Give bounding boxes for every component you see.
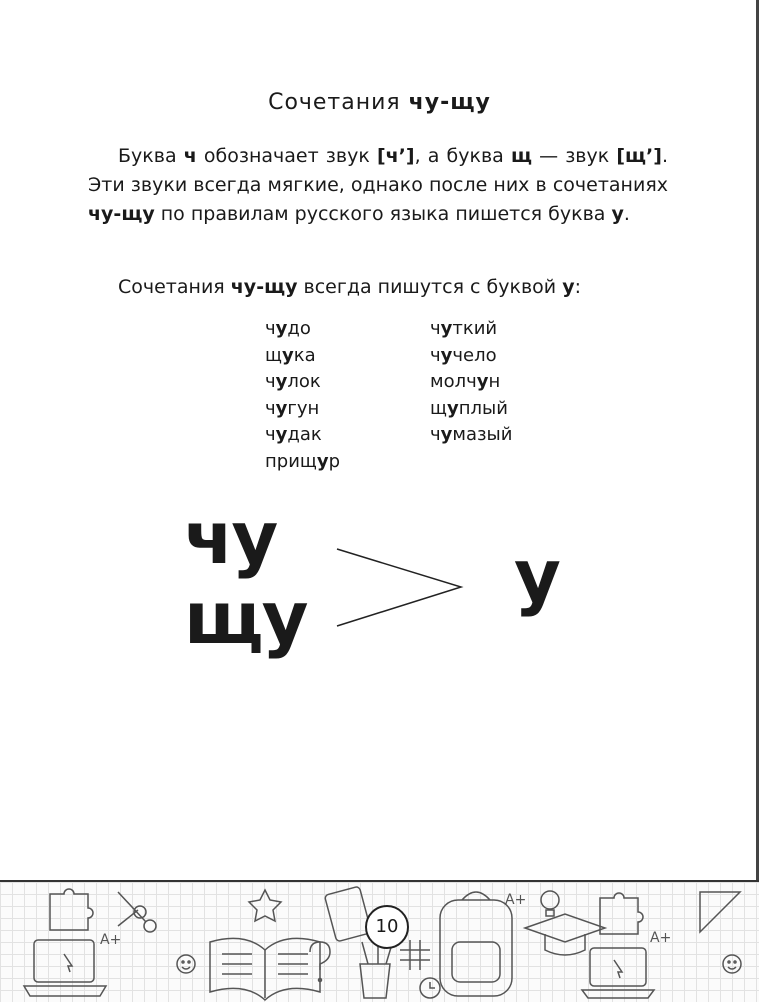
word-part: ч	[430, 344, 441, 366]
puzzle-icon	[50, 889, 93, 930]
smiley-icon	[723, 955, 741, 973]
word-part: чело	[452, 344, 497, 366]
emphasized-text: [щ’]	[616, 145, 662, 167]
svg-text:A+: A+	[650, 930, 672, 946]
word-part: р	[328, 450, 341, 472]
word-part: дак	[287, 424, 322, 445]
svg-text:A+: A+	[100, 932, 122, 948]
word-list-right	[430, 316, 512, 449]
text-run: . Эти звуки всегда мягкие, однако после них в сочетаниях	[88, 145, 668, 196]
word-part: гун	[287, 397, 320, 419]
word-part: ч	[265, 397, 276, 419]
word-part: плый	[458, 397, 508, 419]
highlighted-letter: у	[275, 424, 288, 445]
text-run: — звук	[531, 145, 617, 167]
word-list-left	[265, 316, 340, 475]
word-part: ч	[265, 424, 276, 445]
highlighted-letter: у	[281, 344, 294, 366]
example-word	[265, 316, 340, 343]
svg-text:A+: A+	[505, 892, 527, 908]
star-icon	[249, 890, 281, 921]
page-title	[0, 90, 759, 115]
word-part: щ	[430, 397, 447, 419]
calculator-icon	[324, 886, 371, 942]
alarm-clock-icon	[420, 978, 440, 998]
highlighted-letter: у	[476, 371, 489, 392]
emphasized-text: щ	[510, 145, 532, 167]
highlighted-letter: у	[440, 424, 453, 445]
highlighted-letter: у	[275, 371, 288, 392]
highlighted-letter: у	[440, 344, 453, 366]
diagram-chu: чу	[184, 496, 277, 580]
word-part: щ	[265, 344, 282, 366]
highlighted-letter: у	[440, 318, 453, 339]
example-word	[265, 396, 340, 423]
example-word	[430, 396, 512, 423]
text-run: Буква	[118, 145, 184, 167]
highlighted-letter: у	[275, 318, 288, 339]
emphasized-text: ч	[183, 145, 197, 167]
examples-intro-paragraph	[88, 273, 668, 302]
open-book-icon	[210, 938, 320, 1000]
highlighted-letter: у	[275, 397, 288, 419]
text-run: Сочетания	[118, 276, 231, 298]
text-run: :	[574, 276, 581, 298]
example-word	[265, 343, 340, 370]
word-part: прищ	[265, 450, 317, 472]
tic-tac-toe-icon	[400, 940, 430, 970]
word-part: молч	[430, 371, 477, 392]
example-word	[430, 369, 512, 396]
text-run: по правилам русского языка пишется буква	[154, 203, 612, 225]
emphasized-text: чу-щу	[230, 276, 298, 298]
emphasized-text: у	[562, 276, 575, 298]
page-number: 10	[365, 905, 409, 949]
text-run: .	[623, 203, 630, 225]
highlighted-letter: у	[446, 397, 459, 419]
example-word	[430, 343, 512, 370]
backpack-icon	[440, 892, 512, 996]
laptop-icon	[24, 940, 106, 996]
word-part: мазый	[452, 424, 513, 445]
rule-paragraph	[88, 142, 668, 229]
text-run: , а буква	[414, 145, 511, 167]
example-word	[265, 369, 340, 396]
scissors-icon	[118, 892, 156, 932]
word-part: н	[488, 371, 501, 392]
highlighted-letter: у	[316, 450, 329, 472]
diagram-shchu: щу	[184, 576, 307, 660]
lightbulb-icon	[541, 891, 559, 916]
diagram-result-u: у	[514, 534, 559, 618]
word-part: ка	[293, 344, 316, 366]
example-word	[265, 422, 340, 449]
text-run: обозначает звук	[196, 145, 377, 167]
title-bold: чу-щу	[408, 90, 491, 115]
text-run: всегда пишутся с буквой	[297, 276, 563, 298]
word-part: ч	[430, 424, 441, 445]
word-part: до	[287, 318, 311, 339]
example-word	[265, 449, 340, 476]
triangle-ruler-icon	[700, 892, 740, 932]
emphasized-text: [ч’]	[376, 145, 415, 167]
emphasized-text: чу-щу	[88, 203, 155, 225]
smiley-icon	[177, 955, 195, 973]
laptop-icon	[582, 948, 654, 998]
diagram-arrow	[335, 545, 465, 630]
word-part: ч	[430, 318, 441, 339]
example-word	[430, 316, 512, 343]
word-part: лок	[287, 371, 321, 392]
word-part: ткий	[452, 318, 498, 339]
word-part: ч	[265, 371, 276, 392]
emphasized-text: у	[611, 203, 624, 225]
graduation-cap-icon	[525, 914, 605, 955]
title-prefix: Сочетания	[268, 90, 401, 115]
word-part: ч	[265, 318, 276, 339]
example-word	[430, 422, 512, 449]
